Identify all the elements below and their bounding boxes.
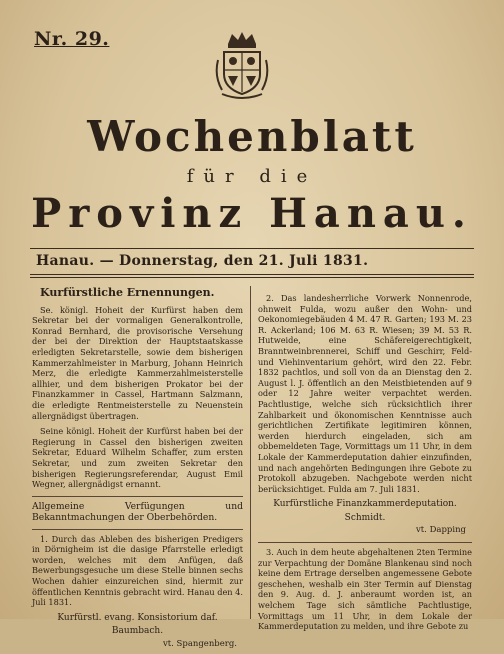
top-rule <box>30 248 474 249</box>
section-heading-appointments: Kurfürstliche Ernennungen. <box>40 286 215 299</box>
notice-cosigner-2: vt. Dapping <box>415 525 466 536</box>
section-heading-ordinances: Allgemeine Verfügungen und Bekanntmachungen der Oberbehörden. <box>32 500 243 523</box>
left-column <box>32 285 243 654</box>
notice-cosigner: vt. Spangenberg. <box>162 639 237 650</box>
coat-of-arms-icon <box>214 30 270 100</box>
date-rule <box>30 274 474 275</box>
notice-signer: Baumbach. <box>111 626 164 637</box>
column-divider <box>250 286 251 619</box>
section-separator-2 <box>32 529 243 530</box>
section-separator <box>32 496 243 497</box>
issue-number: Nr. 29. <box>34 28 110 50</box>
notice-item-3: 3. Auch in dem heute abgehaltenen 2ten Termine zur Verpachtung der Domäne Blankenau sind noch keine dem Ertrage derselben angemessene Gebote geschehen, weshalb ein 3ter Termin auf Dienstag den 9. Aug. d. J. anberaumt worden ist, an welchem Tage sich sämtliche Pachtlustige, Vormittags um 11 Uhr, in dem Lokale der Kammerdeputation zu melden, und ihre Gebote zu <box>258 547 472 632</box>
notice-item-1: 1. Durch das Ableben des bisherigen Predigers in Dörnigheim ist die dasige Pfarrstelle erledigt worden, welches mit dem Anfügen, daß Bewerbungsgesuche um diese Stelle binnen sechs Wochen dahier einzureichen sind, hiermit zur öffentlichen Kenntnis gebracht wird. Hanau den 4. Juli 1831. <box>32 533 243 608</box>
notice-item-2: 2. Das landesherrliche Vorwerk Nonnenrode, ohnweit Fulda, wozu außer den Wohn- und Oekonomiegebäuden 4 M. 47 R. Garten; 193 M. 23 R. Ackerland; 106 M. 63 R. Wiesen; 39 M. 53 R. Hutweide, eine Schäfereigerechtigkeit, Branntweinbrennerei, Schiff und Geschirr, Feld- und Viehinventarium gehört, wird den 22. Febr. 1832 pachtlos, und soll von da an Dienstag den 2. August l. J. öffentlich an den Meistbietenden auf 9 oder 12 Jahre weiter verpachtet werden. Pachtlustige, welche sich rücksichtlich ihrer Zahlbarkeit und ökonomischen Kenntnisse auch gerichtlichen Zertifikate legitimiren können, werden hierdurch eingeladen, sich am obbemeldeten Tage, Vormittags um 11 Uhr, in dem Lokale der Kammerdeputation dahier einzufinden, und nach angehörten Bedingungen ihre Gebote zu Protokoll abzugeben. Nachgebote werden nicht berücksichtiget. Fulda am 7. Juli 1831. <box>258 293 472 494</box>
right-column <box>258 293 472 637</box>
date-rule-double <box>30 277 474 278</box>
notice-authority-2: Kurfürstliche Finanzkammerdeputation. <box>273 499 457 510</box>
appointment-paragraph-2: Seine königl. Hoheit der Kurfürst haben bei der Regierung in Cassel den bisherigen zweiten Sekretar, Eduard Wilhelm Schaffer, zum ersten Sekretar, und zum zweiten Sekretar den bisherigen Regierungsreferendar, August Emil Wegner, allergnädigst ernannt. <box>32 426 243 490</box>
masthead-province: Provinz Hanau. <box>31 190 473 237</box>
right-separator <box>258 542 472 543</box>
notice-signer-2: Schmidt. <box>344 512 386 523</box>
appointment-paragraph-1: Se. königl. Hoheit der Kurfürst haben dem Sekretar bei der vormaligen Generalkontrolle, Konrad Bernhard, die provisorische Versehung der bei der Direktion der Hauptstaatskasse erledigten Sekretarstelle, sowie dem bisherigen Kammerzahlmeister in Marburg, Johann Heinrich Merz, die erledigte Kammerzahlmeisterstelle allhier, und dem bisherigen Prokator bei der Finanzkammer in Cassel, Hartmann Salzmann, die erledigte Rentmeisterstelle zu Neuenstein allergnädigst übertragen. <box>32 304 243 421</box>
dateline: Hanau. — Donnerstag, den 21. Juli 1831. <box>36 253 369 269</box>
masthead-title: Wochenblatt <box>87 112 417 161</box>
masthead-subtitle: für die <box>186 166 318 187</box>
notice-authority: Kurfürstl. evang. Konsistorium daf. <box>57 612 218 623</box>
